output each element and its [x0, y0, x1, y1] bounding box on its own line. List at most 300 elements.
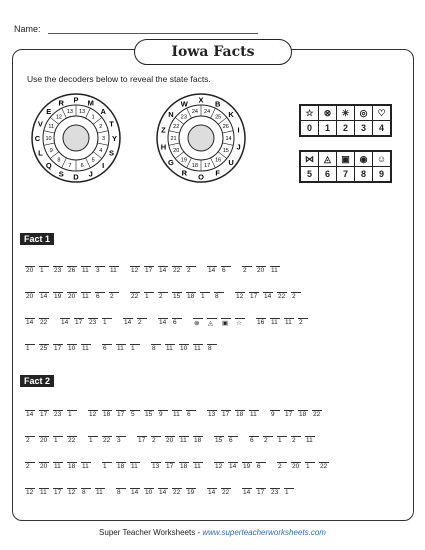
code-number: 6	[222, 267, 226, 274]
wheel-number: 8	[57, 157, 61, 164]
code-number: 6	[187, 411, 191, 418]
wheel-letter: B	[214, 99, 221, 109]
letter-blank[interactable]	[123, 308, 133, 319]
code-number: 19	[243, 463, 251, 470]
letter-blank[interactable]	[165, 334, 175, 345]
letter-blank[interactable]	[200, 282, 210, 293]
legend-number: 8	[355, 167, 373, 182]
code-number: 1	[40, 267, 44, 274]
letter-blank[interactable]	[25, 334, 35, 345]
code-number: 20	[26, 267, 34, 274]
letter-blank[interactable]	[298, 308, 308, 319]
letter-blank[interactable]	[228, 426, 238, 437]
code-number: 22	[278, 293, 286, 300]
code-number: 11	[250, 411, 257, 418]
code-number: 2	[292, 293, 296, 300]
letter-blank[interactable]	[242, 256, 252, 267]
symbol-legend-2	[299, 150, 392, 183]
letter-blank[interactable]	[25, 478, 35, 489]
letter-blank[interactable]	[172, 478, 182, 489]
letter-blank[interactable]	[25, 452, 35, 463]
letter-blank[interactable]	[116, 334, 126, 345]
footer-brand: Super Teacher Worksheets -	[99, 528, 203, 537]
letter-blank[interactable]	[214, 452, 224, 463]
letter-blank[interactable]	[130, 478, 140, 489]
letter-blank[interactable]	[39, 452, 49, 463]
code-number: 8	[152, 345, 156, 352]
wheel-number: 1	[91, 114, 95, 121]
letter-blank[interactable]	[81, 256, 91, 267]
code-number: 1	[26, 345, 30, 352]
letter-blank[interactable]	[158, 282, 168, 293]
wheel-number: 24	[204, 109, 211, 116]
code-number: 18	[187, 293, 195, 300]
letter-blank[interactable]	[214, 426, 224, 437]
letter-blank[interactable]	[263, 426, 273, 437]
letter-blank[interactable]	[242, 478, 252, 489]
fact1-label: Fact 1	[20, 233, 54, 245]
letter-blank[interactable]	[172, 308, 182, 319]
code-number: 25	[40, 345, 48, 352]
letter-blank[interactable]	[151, 452, 161, 463]
letter-blank[interactable]	[172, 256, 182, 267]
letter-blank[interactable]	[144, 282, 154, 293]
code-number: 22	[320, 463, 328, 470]
code-number: 11	[194, 463, 201, 470]
name-line[interactable]	[48, 33, 258, 34]
letter-blank[interactable]	[39, 256, 49, 267]
code-number: 2	[26, 463, 30, 470]
letter-blank[interactable]	[102, 452, 112, 463]
wheel-letter: E	[46, 106, 52, 116]
code-number: 11	[82, 463, 89, 470]
code-number: 2	[26, 437, 30, 444]
letter-blank[interactable]	[186, 478, 196, 489]
letter-blank[interactable]	[207, 308, 217, 319]
code-number: 20	[40, 437, 48, 444]
letter-blank[interactable]	[165, 426, 175, 437]
code-number: 2	[159, 293, 163, 300]
letter-blank[interactable]	[53, 426, 63, 437]
code-number: 22	[68, 437, 76, 444]
letter-blank[interactable]	[249, 426, 259, 437]
wheel-number: 23	[180, 114, 187, 121]
symbol-legend-1	[299, 104, 392, 137]
wheel-number: 26	[222, 124, 229, 131]
legend-symbol: ☺	[373, 152, 391, 167]
legend-number: 2	[337, 121, 355, 136]
letter-blank[interactable]	[158, 308, 168, 319]
code-number: 11	[54, 463, 61, 470]
code-number: 6	[250, 437, 254, 444]
letter-blank[interactable]	[277, 282, 287, 293]
letter-blank[interactable]	[130, 400, 140, 411]
legend-symbol: ♡	[373, 106, 391, 121]
page-title: Iowa Facts	[134, 39, 292, 65]
letter-blank[interactable]	[67, 400, 77, 411]
letter-blank[interactable]	[319, 452, 329, 463]
letter-blank[interactable]	[270, 400, 280, 411]
letter-blank[interactable]	[74, 308, 84, 319]
letter-blank[interactable]	[67, 256, 77, 267]
letter-blank[interactable]	[270, 256, 280, 267]
letter-blank[interactable]	[235, 400, 245, 411]
letter-blank[interactable]	[263, 282, 273, 293]
code-number: 9	[159, 411, 163, 418]
legend-number: 4	[373, 121, 391, 136]
letter-blank[interactable]	[39, 478, 49, 489]
letter-blank[interactable]	[221, 256, 231, 267]
letter-blank[interactable]	[67, 478, 77, 489]
code-number: 11	[82, 267, 89, 274]
letter-blank[interactable]	[193, 426, 203, 437]
code-number: 17	[54, 489, 62, 496]
letter-blank[interactable]	[53, 282, 63, 293]
code-number: 13	[152, 463, 160, 470]
letter-blank[interactable]	[277, 452, 287, 463]
code-number: 6	[96, 293, 100, 300]
letter-blank[interactable]	[277, 426, 287, 437]
letter-blank[interactable]	[137, 426, 147, 437]
letter-blank[interactable]	[39, 282, 49, 293]
code-number: 5	[131, 411, 135, 418]
code-number: 3	[96, 267, 100, 274]
letter-blank[interactable]	[130, 256, 140, 267]
wheel-letter: G	[167, 158, 174, 168]
instructions: Use the decoders below to reveal the state facts.	[27, 74, 211, 84]
letter-blank[interactable]	[137, 308, 147, 319]
letter-blank[interactable]	[172, 400, 182, 411]
wheel-number: 11	[48, 124, 55, 131]
wheel-number: 16	[215, 157, 222, 164]
letter-blank[interactable]	[67, 426, 77, 437]
legend-number: 9	[373, 167, 391, 182]
code-number: 17	[250, 293, 258, 300]
code-number: 1	[103, 463, 107, 470]
letter-blank[interactable]	[144, 400, 154, 411]
code-number: 23	[271, 489, 279, 496]
letter-blank[interactable]	[221, 478, 231, 489]
code-number: 14	[159, 319, 167, 326]
footer-site-link[interactable]: www.superteacherworksheets.com	[202, 528, 326, 537]
wheel-letter: A	[100, 106, 106, 116]
letter-blank[interactable]	[130, 282, 140, 293]
decoder-wheel-2	[156, 93, 246, 183]
letter-blank[interactable]	[25, 256, 35, 267]
letter-blank[interactable]	[25, 426, 35, 437]
legend-number: 3	[355, 121, 373, 136]
letter-blank[interactable]	[130, 452, 140, 463]
letter-blank[interactable]	[305, 452, 315, 463]
letter-blank[interactable]	[256, 452, 266, 463]
letter-blank[interactable]	[179, 452, 189, 463]
letter-blank[interactable]	[270, 478, 280, 489]
wheel-letter: I	[102, 161, 105, 171]
letter-blank[interactable]	[158, 478, 168, 489]
letter-blank[interactable]	[67, 452, 77, 463]
letter-blank[interactable]	[39, 426, 49, 437]
letter-blank[interactable]	[207, 334, 217, 345]
letter-blank[interactable]	[60, 308, 70, 319]
letter-blank[interactable]	[144, 478, 154, 489]
letter-blank[interactable]	[291, 426, 301, 437]
code-number: 17	[117, 411, 125, 418]
code-number: 1	[131, 345, 135, 352]
code-number: 18	[103, 411, 111, 418]
code-number: 14	[208, 267, 216, 274]
legend-symbol: ⊗	[319, 106, 337, 121]
letter-blank[interactable]	[25, 282, 35, 293]
letter-blank[interactable]	[95, 256, 105, 267]
letter-blank[interactable]	[242, 452, 252, 463]
code-number: 17	[75, 319, 83, 326]
letter-blank[interactable]	[207, 256, 217, 267]
code-number: 1	[285, 489, 289, 496]
letter-blank[interactable]	[53, 478, 63, 489]
code-number: 11	[306, 437, 313, 444]
code-number: 1	[278, 437, 282, 444]
letter-blank[interactable]	[235, 308, 245, 319]
letter-blank[interactable]	[144, 256, 154, 267]
code-number: 11	[110, 267, 117, 274]
wheel-number: 22	[173, 124, 180, 131]
letter-blank[interactable]	[284, 478, 294, 489]
letter-blank[interactable]	[165, 452, 175, 463]
letter-blank[interactable]	[67, 282, 77, 293]
wheel-number: 3	[101, 136, 106, 142]
letter-blank[interactable]	[116, 478, 126, 489]
code-number: 17	[138, 437, 146, 444]
letter-blank[interactable]	[312, 400, 322, 411]
wheel-number: 10	[45, 136, 52, 142]
code-number: 20	[68, 293, 76, 300]
letter-blank[interactable]	[102, 334, 112, 345]
code-number: 15	[145, 411, 153, 418]
code-number: 11	[40, 489, 47, 496]
letter-blank[interactable]	[207, 400, 217, 411]
letter-blank[interactable]	[95, 478, 105, 489]
letter-blank[interactable]	[81, 334, 91, 345]
code-number: 22	[103, 437, 111, 444]
wheel-letter: S	[58, 169, 64, 179]
letter-blank[interactable]	[25, 308, 35, 319]
legend-symbol: ⋈	[301, 152, 319, 167]
letter-blank[interactable]	[284, 400, 294, 411]
letter-blank[interactable]	[151, 334, 161, 345]
wheel-letter: D	[73, 172, 79, 182]
code-number: 14	[159, 267, 167, 274]
code-number: 26	[68, 267, 76, 274]
letter-blank[interactable]	[158, 256, 168, 267]
letter-blank[interactable]	[81, 452, 91, 463]
letter-blank[interactable]	[179, 334, 189, 345]
code-number: 11	[180, 437, 187, 444]
letter-blank[interactable]	[102, 308, 112, 319]
letter-blank[interactable]	[214, 282, 224, 293]
letter-blank[interactable]	[88, 426, 98, 437]
wheel-number: 20	[173, 147, 180, 154]
letter-blank[interactable]	[130, 334, 140, 345]
wheel-letter: J	[236, 142, 241, 152]
letter-blank[interactable]	[291, 452, 301, 463]
code-number: 1	[306, 463, 310, 470]
wheel-letter: O	[198, 172, 204, 182]
letter-blank[interactable]	[109, 256, 119, 267]
letter-blank[interactable]	[102, 426, 112, 437]
letter-blank[interactable]	[291, 282, 301, 293]
legend-symbol: ▣	[337, 152, 355, 167]
letter-blank[interactable]	[53, 452, 63, 463]
letter-blank[interactable]	[39, 334, 49, 345]
code-number: 2	[292, 437, 296, 444]
code-number: 1	[145, 293, 149, 300]
letter-blank[interactable]	[53, 256, 63, 267]
code-number: 11	[285, 319, 292, 326]
legend-number: 6	[319, 167, 337, 182]
code-number: 6	[103, 345, 107, 352]
letter-blank[interactable]	[172, 282, 182, 293]
code-number: 22	[131, 293, 139, 300]
code-number: 2	[110, 293, 114, 300]
letter-blank[interactable]	[116, 426, 126, 437]
letter-blank[interactable]	[256, 256, 266, 267]
code-number: 22	[173, 267, 181, 274]
letter-blank[interactable]	[109, 282, 119, 293]
letter-blank[interactable]	[284, 308, 294, 319]
letter-blank[interactable]	[67, 334, 77, 345]
wheel-letter: K	[228, 109, 234, 119]
code-number: 10	[68, 345, 76, 352]
code-number: 11	[117, 345, 124, 352]
letter-blank[interactable]	[88, 400, 98, 411]
letter-blank[interactable]	[207, 478, 217, 489]
wheel-letter: C	[34, 134, 41, 143]
code-number: ☆	[236, 320, 242, 327]
legend-symbol: ☆	[301, 106, 319, 121]
code-number: 18	[180, 463, 188, 470]
letter-blank[interactable]	[305, 426, 315, 437]
letter-blank[interactable]	[270, 308, 280, 319]
wheel-number: 13	[66, 109, 73, 116]
letter-blank[interactable]	[193, 308, 203, 319]
code-number: 23	[54, 411, 62, 418]
code-number: 2	[152, 437, 156, 444]
letter-blank[interactable]	[179, 426, 189, 437]
code-number: 16	[257, 319, 265, 326]
letter-blank[interactable]	[256, 308, 266, 319]
code-number: 11	[96, 489, 103, 496]
code-number: 20	[257, 267, 265, 274]
code-number: 14	[26, 319, 34, 326]
letter-blank[interactable]	[116, 400, 126, 411]
code-number: 14	[159, 489, 167, 496]
code-number: 3	[117, 437, 121, 444]
wheel-letter: W	[180, 99, 188, 109]
letter-blank[interactable]	[158, 400, 168, 411]
letter-blank[interactable]	[39, 400, 49, 411]
code-number: 6	[257, 463, 261, 470]
code-number: 14	[229, 463, 237, 470]
wheel-number: 6	[80, 162, 84, 169]
letter-blank[interactable]	[151, 426, 161, 437]
code-number: 22	[40, 319, 48, 326]
code-number: 17	[54, 345, 62, 352]
letter-blank[interactable]	[249, 282, 259, 293]
legend-symbol: ◬	[319, 152, 337, 167]
letter-blank[interactable]	[53, 400, 63, 411]
letter-blank[interactable]	[81, 282, 91, 293]
code-number: 1	[54, 437, 58, 444]
wheel-number: 9	[49, 147, 53, 154]
code-number: 2	[138, 319, 142, 326]
code-number: 14	[61, 319, 69, 326]
letter-blank[interactable]	[88, 308, 98, 319]
code-number: 11	[131, 463, 138, 470]
letter-blank[interactable]	[256, 478, 266, 489]
letter-blank[interactable]	[102, 400, 112, 411]
code-number: 11	[194, 345, 201, 352]
code-number: 2	[278, 463, 282, 470]
wheel-number: 2	[99, 124, 103, 131]
wheel-letter: Q	[45, 161, 52, 171]
wheel-number: 12	[55, 114, 62, 121]
letter-blank[interactable]	[39, 308, 49, 319]
letter-blank[interactable]	[186, 282, 196, 293]
letter-blank[interactable]	[53, 334, 63, 345]
code-number: 11	[166, 345, 173, 352]
code-number: 23	[89, 319, 97, 326]
code-number: 1	[68, 411, 72, 418]
letter-blank[interactable]	[193, 452, 203, 463]
letter-blank[interactable]	[221, 400, 231, 411]
wheel-letter: F	[215, 168, 221, 178]
code-number: 10	[145, 489, 153, 496]
wheel-letter: L	[38, 148, 43, 158]
legend-number: 0	[301, 121, 319, 136]
letter-blank[interactable]	[186, 400, 196, 411]
code-number: 12	[89, 411, 97, 418]
letter-blank[interactable]	[186, 256, 196, 267]
letter-blank[interactable]	[81, 478, 91, 489]
letter-blank[interactable]	[235, 282, 245, 293]
code-number: 17	[222, 411, 230, 418]
code-number: 8	[117, 489, 121, 496]
wheel-letter: X	[198, 95, 204, 105]
code-number: 8	[82, 489, 86, 496]
letter-blank[interactable]	[221, 308, 231, 319]
code-number: 22	[313, 411, 321, 418]
code-number: 14	[243, 489, 251, 496]
letter-blank[interactable]	[193, 334, 203, 345]
wheel-number: 5	[91, 157, 95, 164]
code-number: 14	[26, 411, 34, 418]
code-number: 9	[271, 411, 275, 418]
code-number: 22	[222, 489, 230, 496]
letter-blank[interactable]	[25, 400, 35, 411]
legend-symbol: ◉	[355, 152, 373, 167]
letter-blank[interactable]	[116, 452, 126, 463]
wheel-number: 21	[170, 136, 177, 142]
letter-blank[interactable]	[298, 400, 308, 411]
code-number: 20	[166, 437, 174, 444]
letter-blank[interactable]	[95, 282, 105, 293]
wheel-letter: U	[228, 158, 234, 168]
name-label: Name:	[14, 24, 41, 34]
letter-blank[interactable]	[228, 452, 238, 463]
letter-blank[interactable]	[249, 400, 259, 411]
code-number: 19	[54, 293, 62, 300]
code-number: 14	[131, 489, 139, 496]
